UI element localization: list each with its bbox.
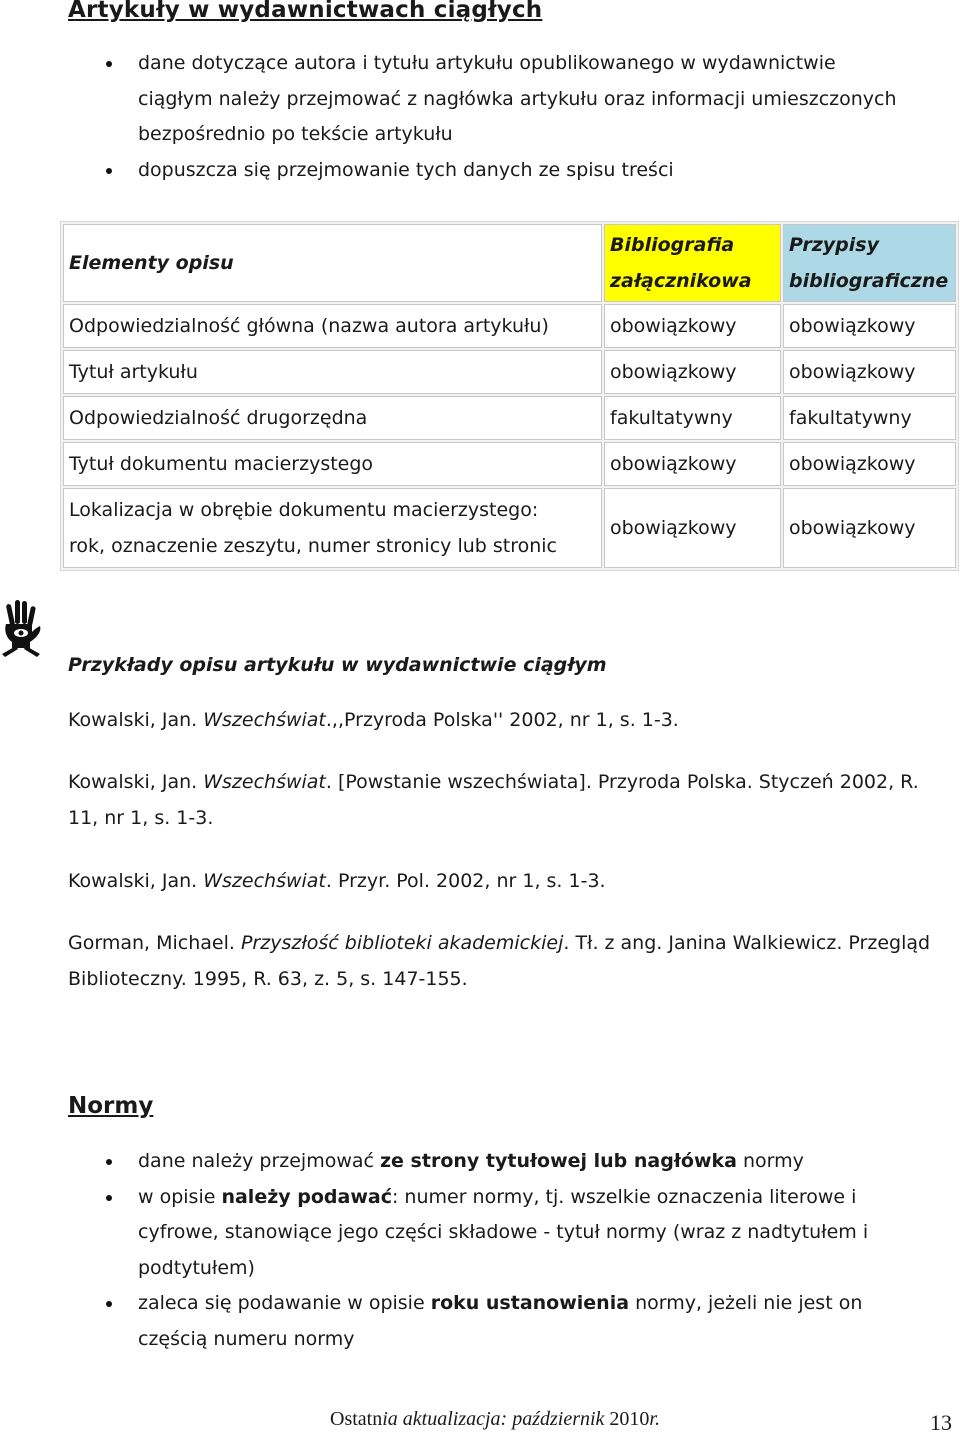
- description-elements-table: [60, 221, 959, 571]
- example-title: Wszechświat: [203, 870, 326, 892]
- list-item: dopuszcza się przejmowanie tych danych ze spisu treści: [68, 153, 898, 189]
- footer-text-italic: r.: [649, 1408, 660, 1430]
- footer-text: Ostatn: [330, 1408, 383, 1430]
- table-cell-element: Odpowiedzialność główna (nazwa autora artykułu): [63, 304, 602, 348]
- example-rest: . Tł. z ang. Janina Walkiewicz. Przegląd Biblioteczny. 1995, R. 63, z. 5, s. 147-155.: [68, 932, 931, 990]
- bullet-text: zaleca się podawanie w opisie: [138, 1292, 431, 1314]
- list-item: [68, 1144, 898, 1180]
- table-cell-bibliography: obowiązkowy: [604, 488, 781, 568]
- table-cell-element: Tytuł dokumentu macierzystego: [63, 442, 602, 486]
- table-row: [63, 396, 956, 440]
- table-cell-bibliography: obowiązkowy: [604, 350, 781, 394]
- list-item: dane dotyczące autora i tytułu artykułu opublikowanego w wydawnictwie ciągłym należy przejmować z nagłówka artykułu oraz informacji umieszczonych bezpośrednio po tekście artykułu: [68, 46, 898, 153]
- example-author: Kowalski, Jan.: [68, 870, 198, 892]
- table-cell-bibliography: obowiązkowy: [604, 442, 781, 486]
- section-title-norms: Normy: [68, 1093, 154, 1119]
- table-cell-footnotes: obowiązkowy: [783, 442, 956, 486]
- table-cell-footnotes: obowiązkowy: [783, 304, 956, 348]
- example-entry: [68, 925, 948, 997]
- table-cell-footnotes: obowiązkowy: [783, 350, 956, 394]
- table-cell-bibliography: fakultatywny: [604, 396, 781, 440]
- table-row: [63, 304, 956, 348]
- table-row: [63, 350, 956, 394]
- bullet-text: normy, jeżeli nie jest on częścią numeru normy: [138, 1292, 863, 1350]
- example-title: Wszechświat: [203, 771, 326, 793]
- table-header-elements: Elementy opisu: [63, 224, 602, 302]
- example-entry: [68, 764, 948, 836]
- footer-last-update: [330, 1408, 660, 1431]
- table-header-row: [63, 224, 956, 302]
- table-header-footnotes: Przypisy bibliograficzne: [783, 224, 956, 302]
- example-author: Gorman, Michael.: [68, 932, 235, 954]
- example-rest: . Przyr. Pol. 2002, nr 1, s. 1-3.: [325, 870, 606, 892]
- bullet-text: w opisie: [138, 1185, 222, 1208]
- bullet-bold-text: ze strony tytułowej lub nagłówka: [380, 1150, 737, 1172]
- table-cell-footnotes: obowiązkowy: [783, 488, 956, 568]
- examples-title: Przykłady opisu artykułu w wydawnictwie ciągłym: [68, 654, 607, 676]
- example-rest: . [Powstanie wszechświata]. Przyroda Polska. Styczeń 2002, R. 11, nr 1, s. 1-3.: [68, 771, 919, 829]
- page-number: 13: [930, 1410, 952, 1435]
- list-item: [68, 1180, 898, 1287]
- example-author: Kowalski, Jan.: [68, 771, 198, 793]
- example-entry: [68, 702, 948, 738]
- bullet-bold-text: roku ustanowienia: [430, 1292, 630, 1314]
- example-author: Kowalski, Jan.: [68, 709, 198, 731]
- table-cell-element: Odpowiedzialność drugorzędna: [63, 396, 602, 440]
- bullet-list-norms: [68, 1144, 898, 1357]
- table-cell-footnotes: fakultatywny: [783, 396, 956, 440]
- footer-year: 2010: [609, 1408, 650, 1430]
- footer-text-italic: ia aktualizacja: październik: [382, 1408, 610, 1430]
- bullet-list-articles: [68, 46, 898, 188]
- table-row: [63, 442, 956, 486]
- table-cell-element-line2: rok, oznaczenie zeszytu, numer stronicy lub stronic: [69, 535, 557, 557]
- bullet-text: dane należy przejmować: [138, 1150, 380, 1172]
- table-row: [63, 488, 956, 568]
- table-cell-element: Tytuł artykułu: [63, 350, 602, 394]
- list-item: [68, 1286, 898, 1357]
- table-cell-element-line1: Lokalizacja w obrębie dokumentu macierzystego:: [69, 499, 539, 521]
- example-title: Wszechświat: [203, 709, 326, 731]
- hand-icon: [0, 598, 44, 658]
- example-title: Przyszłość biblioteki akademickiej: [240, 932, 564, 954]
- bullet-text: normy: [736, 1150, 804, 1172]
- table-cell-bibliography: obowiązkowy: [604, 304, 781, 348]
- section-title-articles: Artykuły w wydawnictwach ciągłych: [68, 0, 543, 23]
- bullet-bold-text: należy podawać: [221, 1185, 392, 1208]
- bullet-text: : numer normy, tj. wszelkie oznaczenia literowe i cyfrowe, stanowiące jego części składowe - tytuł normy (wraz z nadtytułem i podtytułem): [138, 1185, 869, 1279]
- table-cell-element: [63, 488, 602, 568]
- table-header-bibliography: Bibliografia załącznikowa: [604, 224, 781, 302]
- example-entry: [68, 863, 948, 899]
- example-rest: .,,Przyroda Polska'' 2002, nr 1, s. 1-3.: [325, 709, 679, 731]
